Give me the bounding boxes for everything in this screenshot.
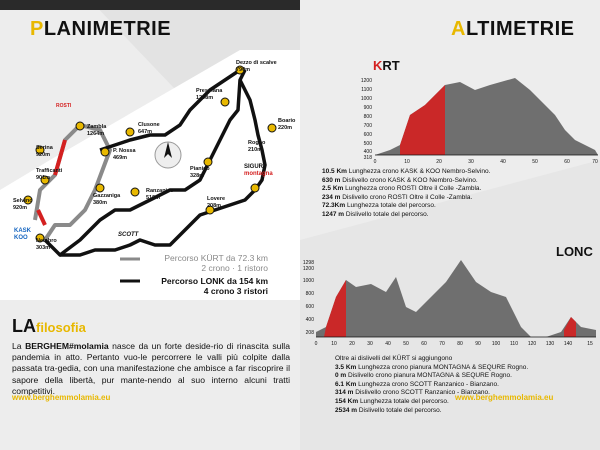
svg-text:800: 800 xyxy=(363,114,372,120)
place-label: Nembro 303m xyxy=(36,238,57,251)
svg-text:120: 120 xyxy=(527,341,537,347)
kurt-stats: 10.5 Km Lunghezza crono KASK & KOO Nembro-Selvino. 630 m Dislivello crono KASK & KOO Nembro-Selvino. 2.5 Km Lunghezza crono ROSTI Oltre il Colle -Zambla. 234 m Dislivello crono ROSTI Oltre il Colle -Zambla. 72.3Km Lunghezza totale del percorso. 1247 m Dislivello totale del percorso. xyxy=(322,168,491,218)
svg-text:1000: 1000 xyxy=(302,278,314,284)
lonk-x-ticks xyxy=(315,341,593,347)
compass-icon xyxy=(155,142,181,168)
svg-text:100: 100 xyxy=(491,341,501,347)
lonk-profile-chart xyxy=(296,252,600,352)
svg-text:20: 20 xyxy=(349,341,355,347)
svg-text:400: 400 xyxy=(305,317,314,323)
svg-text:10: 10 xyxy=(331,341,337,347)
svg-text:800: 800 xyxy=(305,291,314,297)
legend-swatches xyxy=(118,254,142,286)
svg-text:40: 40 xyxy=(500,159,506,165)
place-label: P. Nossa 469m xyxy=(113,148,136,161)
svg-text:318: 318 xyxy=(363,155,372,161)
place-label: Clusone 647m xyxy=(138,122,160,135)
svg-text:400: 400 xyxy=(363,149,372,155)
svg-text:1100: 1100 xyxy=(361,87,372,93)
svg-text:110: 110 xyxy=(510,341,518,347)
svg-text:50: 50 xyxy=(532,159,538,165)
sigur-badge: SIGUR montagna xyxy=(244,164,273,177)
filosofia-text: La BERGHEM#molamia nasce da un forte deside-rio di rinascita sulla pandemia in atto. Pertanto vuo-le percorrere le valli più colpite dalla passata tra-gedia, con una manifestazione che ambisce a far riscoprire il sapore della libertà, pur mante-nendo al suo interno alcuni tratti competitivi. xyxy=(12,341,290,396)
svg-text:30: 30 xyxy=(367,341,373,347)
lonk-profile-area xyxy=(316,260,596,337)
kask-koo-badge: KASK KOO xyxy=(14,228,32,241)
svg-text:20: 20 xyxy=(436,159,442,165)
website-link-right[interactable]: www.berghemmolamia.eu xyxy=(455,393,554,402)
lonk-title: LONC xyxy=(556,244,593,259)
legend-lonk: Percorso LONK da 154 km 4 crono 3 ristori xyxy=(161,276,268,296)
svg-text:130: 130 xyxy=(545,341,555,347)
header-altimetrie: ALTIMETRIE xyxy=(451,18,575,40)
header-planimetrie: PLANIMETRIE xyxy=(30,18,172,40)
website-link-left[interactable]: www.berghemmolamia.eu xyxy=(12,393,111,402)
svg-text:30: 30 xyxy=(468,159,474,165)
svg-text:70: 70 xyxy=(592,159,598,165)
filosofia-title: LAfilosofia xyxy=(12,316,86,336)
place-label: Dezzo di scalve 790m xyxy=(236,60,277,73)
kurt-crono-area-1 xyxy=(400,85,445,155)
svg-text:900: 900 xyxy=(363,105,372,111)
lonk-crono-area-2 xyxy=(564,317,576,337)
svg-text:70: 70 xyxy=(439,341,445,347)
lonk-y-ticks xyxy=(303,260,314,336)
place-label: Presolana 1298m xyxy=(196,88,223,101)
place-label: Ranzanico 519m xyxy=(146,188,174,201)
place-label: Rogno 210m xyxy=(248,140,266,153)
kurt-title: KRT xyxy=(373,58,400,73)
svg-text:15: 15 xyxy=(587,341,593,347)
svg-text:90: 90 xyxy=(475,341,481,347)
svg-text:700: 700 xyxy=(363,123,372,129)
kurt-y-ticks xyxy=(361,78,372,161)
svg-text:140: 140 xyxy=(563,341,573,347)
svg-text:600: 600 xyxy=(305,304,314,310)
svg-text:1000: 1000 xyxy=(360,96,372,102)
place-label: Selvino 920m xyxy=(13,198,33,211)
svg-text:1200: 1200 xyxy=(360,78,372,84)
legend-kurt: Percorso KÜRT da 72.3 km 2 crono · 1 ristoro xyxy=(164,253,268,273)
lonk-crono-area-1 xyxy=(324,280,346,337)
lonk-stats: Oltre ai dislivelli del KÜRT si aggiungono 3.5 Km Lunghezza crono pianura MONTAGNA & SEQURE Rogno. 0 m Dislivello crono pianura MONTAGNA & SEQURE Rogno. 6.1 Km Lunghezza crono SCOTT Ranzanico - Bianzano. 314 m Dislivello crono SCOTT Ranzanico - Bianzano. 154 Km Lunghezza totale del percorso. 2534 m Dislivello totale del percorso. xyxy=(335,355,529,414)
svg-text:1298: 1298 xyxy=(302,260,314,266)
svg-text:208: 208 xyxy=(305,330,314,336)
scott-badge: SCOTT xyxy=(118,232,139,238)
place-label: Zambla 1264m xyxy=(87,124,107,137)
svg-text:1200: 1200 xyxy=(302,266,314,272)
svg-text:40: 40 xyxy=(385,341,391,347)
svg-text:0: 0 xyxy=(314,341,318,347)
place-label: Serina 920m xyxy=(36,145,53,158)
svg-text:10: 10 xyxy=(404,159,410,165)
kurt-x-ticks xyxy=(374,159,598,165)
svg-text:60: 60 xyxy=(564,159,570,165)
rosti-badge: ROSTI xyxy=(56,103,72,109)
svg-text:60: 60 xyxy=(421,341,427,347)
place-label: Lovere 208m xyxy=(207,196,226,209)
svg-text:600: 600 xyxy=(363,132,372,138)
place-label: Boario 220m xyxy=(278,118,296,131)
svg-text:0: 0 xyxy=(373,159,377,165)
svg-text:50: 50 xyxy=(403,341,409,347)
svg-text:500: 500 xyxy=(363,141,372,147)
place-label: Pianico 328m xyxy=(190,166,210,179)
place-label: Gazzaniga 380m xyxy=(93,193,121,206)
kurt-profile-chart xyxy=(350,70,600,165)
place-label: Trafficanti 901m xyxy=(36,168,63,181)
svg-text:80: 80 xyxy=(457,341,463,347)
